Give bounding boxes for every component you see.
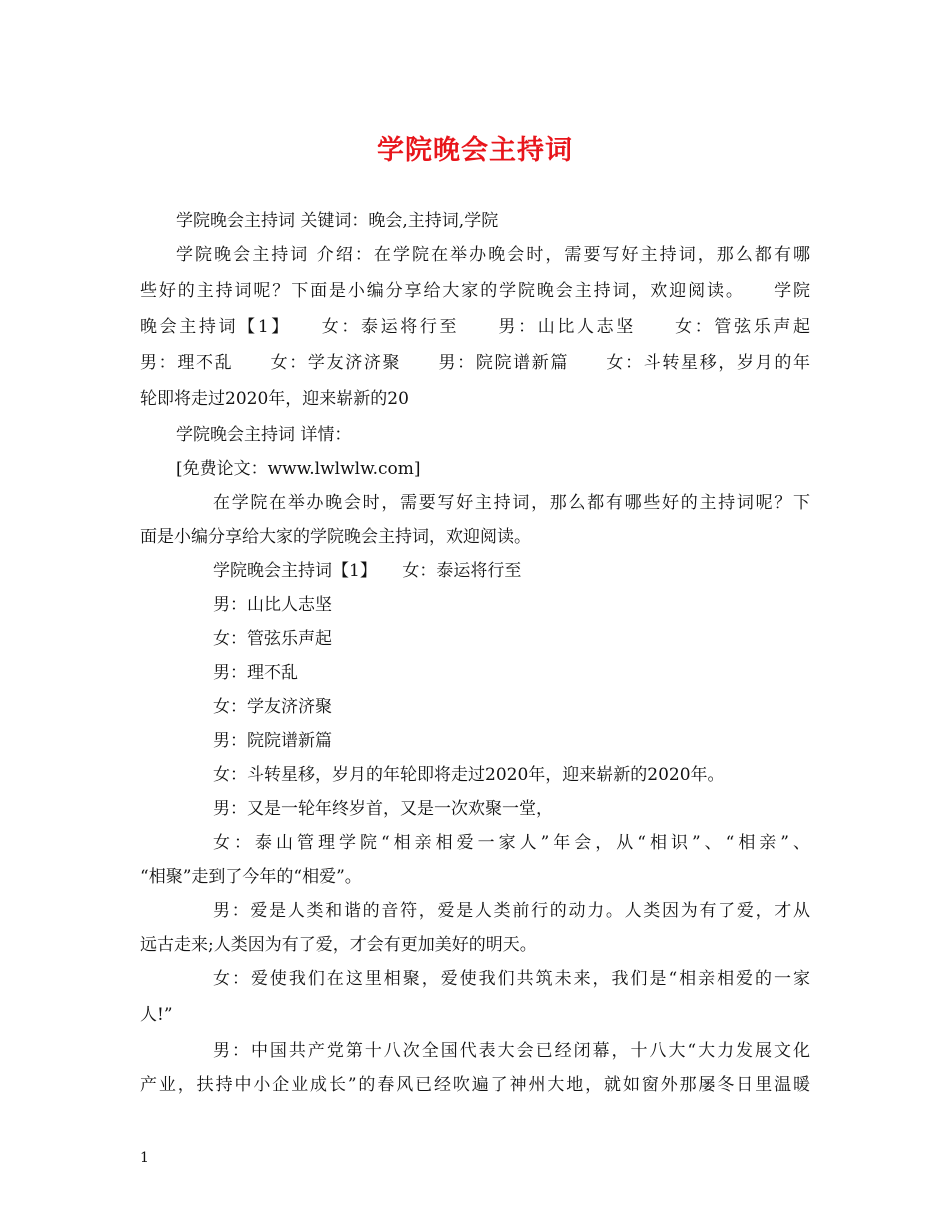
script-line: 女：泰山管理学院“相亲相爱一家人”年会，从“相识”、“相亲”、	[213, 833, 810, 853]
intro-line: 些好的主持词呢？下面是小编分享给大家的学院晚会主持词，欢迎阅读。 学院	[140, 281, 810, 301]
script-line: 人!”	[140, 1005, 173, 1025]
script-line: 女：管弦乐声起	[213, 629, 332, 649]
page-number: 1	[140, 1150, 149, 1166]
script-line: 远古走来;人类因为有了爱，才会有更加美好的明天。	[140, 935, 537, 955]
intro-line: 轮即将走过2020年，迎来崭新的20	[140, 389, 409, 409]
script-line: “相聚”走到了今年的“相爱”。	[140, 867, 362, 887]
document-title: 学院晚会主持词	[377, 135, 573, 166]
details-heading: 学院晚会主持词 详情：	[176, 425, 352, 445]
script-line: 女：学友济济聚	[213, 697, 332, 717]
script-line: 男：理不乱	[213, 663, 298, 683]
body-line: 在学院在举办晚会时，需要写好主持词，那么都有哪些好的主持词呢？下	[213, 493, 810, 513]
script-line: 男：中国共产党第十八次全国代表大会已经闭幕，十八大“大力发展文化	[213, 1041, 810, 1061]
script-line: 女：斗转星移，岁月的年轮即将走过2020年，迎来崭新的2020年。	[213, 765, 725, 785]
body-line: 面是小编分享给大家的学院晚会主持词，欢迎阅读。	[140, 527, 531, 547]
intro-line: 男：理不乱 女：学友济济聚 男：院院谱新篇 女：斗转星移，岁月的年	[140, 353, 810, 373]
script-line: 男：爱是人类和谐的音符，爱是人类前行的动力。人类因为有了爱，才从	[213, 901, 810, 921]
intro-line: 晚会主持词【1】 女：泰运将行至 男：山比人志坚 女：管弦乐声起	[140, 317, 810, 337]
source-link: [免费论文：www.lwlwlw.com]	[176, 459, 421, 479]
script-line: 学院晚会主持词【1】 女：泰运将行至	[213, 561, 522, 581]
script-line: 男：山比人志坚	[213, 595, 332, 615]
script-line: 男：院院谱新篇	[213, 731, 332, 751]
script-line: 男：又是一轮年终岁首，又是一次欢聚一堂，	[213, 799, 553, 819]
script-line: 女：爱使我们在这里相聚，爱使我们共筑未来，我们是“相亲相爱的一家	[213, 969, 810, 989]
keywords-line: 学院晚会主持词 关键词：晚会,主持词,学院	[176, 211, 499, 231]
intro-line: 学院晚会主持词 介绍：在学院在举办晚会时，需要写好主持词，那么都有哪	[176, 245, 810, 265]
script-line: 产业，扶持中小企业成长”的春风已经吹遍了神州大地，就如窗外那屡冬日里温暖	[140, 1075, 810, 1095]
